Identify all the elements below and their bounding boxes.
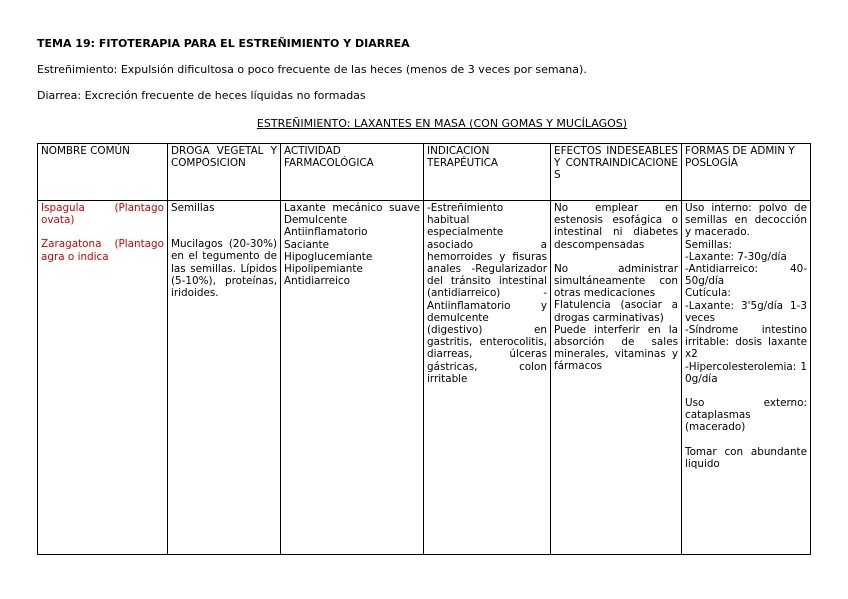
- section-title: ESTREÑIMIENTO: LAXANTES EN MASA (CON GOMAS Y MUCÍLAGOS): [256, 117, 628, 130]
- definition-constipation: Estreñimiento: Expulsión dificultosa o poco frecuente de las heces (menos de 3 veces por semana).: [37, 63, 587, 76]
- definition-diarrhea: Diarrea: Excreción frecuente de heces líquidas no formadas: [37, 89, 366, 102]
- admin-item: Cutícula:: [685, 287, 731, 300]
- admin-item: -Síndrome intestino irritable: dosis laxante x2: [685, 324, 807, 361]
- activity-item: Antidiarreico: [284, 275, 350, 288]
- admin-item: -Hipercolesterolemia: 10g/día: [685, 360, 807, 385]
- indication-text: -Estreñimiento habitual especialmente asociado a hemorroides y fisuras anales -Regularizador del tránsito intestinal (antidiarreico) -Antiinflamatorio y demulcente (digestivo) en gastritis, enterocolitis, diarreas, úlceras gástricas, colon irritable: [427, 202, 547, 385]
- admin-item: Tomar con abundante liquido: [685, 445, 807, 470]
- remedies-table: [37, 143, 811, 555]
- drug-composition: Mucilagos (20-30%) en el tegumento de las semillas. Lípidos (5-10%), proteínas, iridoides.: [171, 238, 277, 300]
- header-administration: FORMAS DE ADMIN Y POSLOGÍA: [682, 144, 811, 201]
- cell-activity: [281, 201, 424, 555]
- activity-item: Laxante mecánico suave Demulcente: [284, 202, 420, 227]
- activity-item: Antiinflamatorio: [284, 226, 368, 239]
- admin-item: -Laxante: 7-30g/día: [685, 250, 787, 263]
- effect-item: No emplear en estenosis esofágica o intestinal ni diabetes descompensadas: [554, 202, 678, 251]
- drug-part: Semillas: [171, 202, 215, 214]
- admin-item: Uso interno: polvo de semillas en decocción y macerado.: [685, 202, 807, 239]
- common-name-ispagula: Ispagula (Plantago ovata): [41, 202, 164, 227]
- admin-item: -Antidiarreico: 40-50g/día: [685, 263, 807, 288]
- activity-item: Hipolipemiante: [284, 263, 363, 276]
- header-common-name: NOMBRE COMÚN: [38, 144, 168, 201]
- header-effects: EFECTOS INDESEABLES Y CONTRAINDICACIONES: [551, 144, 682, 201]
- effect-item: No administrar simultáneamente con otras medicaciones: [554, 262, 678, 300]
- cell-administration: [682, 201, 811, 555]
- cell-common-name: [38, 201, 168, 555]
- activity-item: Saciante: [284, 238, 329, 251]
- page-title: TEMA 19: FITOTERAPIA PARA EL ESTREÑIMIENTO Y DIARREA: [37, 37, 410, 50]
- cell-indication: [424, 201, 551, 555]
- admin-item: -Laxante: 3'5g/día 1-3 veces: [685, 299, 807, 324]
- activity-item: Hipoglucemiante: [284, 250, 373, 263]
- admin-item: Semillas:: [685, 238, 733, 251]
- effect-item: Flatulencia (asociar a drogas carminativas): [554, 299, 678, 324]
- header-activity: ACTIVIDAD FARMACOLÓGICA: [281, 144, 424, 201]
- admin-item: Uso externo: cataplasmas (macerado): [685, 397, 807, 434]
- cell-drug: [168, 201, 281, 555]
- header-drug: DROGA VEGETAL Y COMPOSICION: [168, 144, 281, 201]
- cell-effects: [551, 201, 682, 555]
- table-header-row: [38, 144, 811, 201]
- common-name-zaragatona: Zaragatona (Plantago agra o indica: [41, 238, 164, 263]
- table-row: [38, 201, 811, 555]
- effect-item: Puede interferir en la absorción de sales minerales, vitaminas y fármacos: [554, 323, 678, 373]
- header-indication: INDICACION TERAPÉUTICA: [424, 144, 551, 201]
